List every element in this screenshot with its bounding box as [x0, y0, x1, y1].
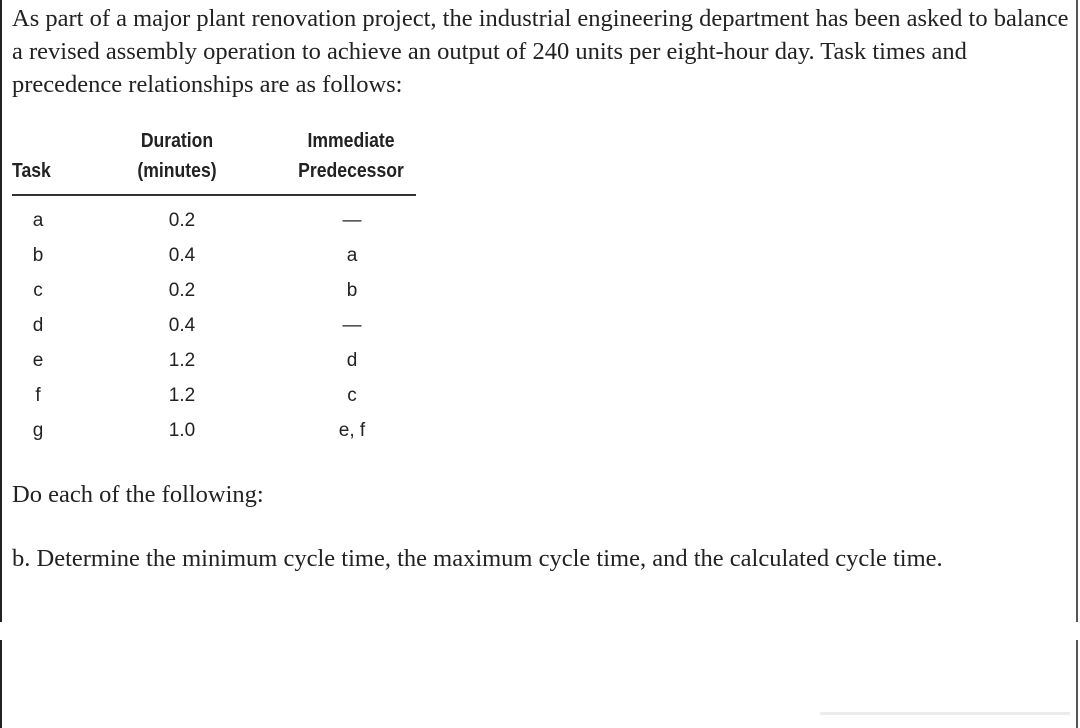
predecessor-cell: b	[346, 280, 358, 301]
predecessor-cell: d	[346, 350, 358, 371]
question-part-b: b. Determine the minimum cycle time, the maximum cycle time, and the calculated cycle time.	[12, 545, 943, 572]
task-cell: e	[32, 350, 44, 371]
table-row	[12, 414, 416, 448]
header-duration-line2: (minutes)	[137, 160, 217, 182]
header-duration-line1: Duration	[140, 130, 214, 152]
predecessor-cell: c	[347, 385, 357, 406]
header-duration	[127, 126, 227, 186]
duration-cell: 0.4	[168, 245, 196, 266]
header-task: Task	[12, 160, 51, 182]
table-row	[12, 309, 416, 343]
duration-cell: 0.2	[168, 280, 196, 301]
problem-statement: As part of a major plant renovation project, the industrial engineering department has been asked to balance a revised assembly operation to achieve an output of 240 units per eight-hour day. Task times and precedence relationships are as follows:	[12, 5, 1069, 98]
predecessor-cell: —	[342, 315, 362, 336]
duration-cell: 1.2	[168, 385, 196, 406]
table-row	[12, 344, 416, 378]
predecessor-cell: a	[346, 245, 358, 266]
header-rule	[12, 194, 416, 196]
duration-cell: 0.4	[168, 315, 196, 336]
table-row	[12, 379, 416, 413]
task-cell: f	[35, 385, 41, 406]
table-row	[12, 274, 416, 308]
table-row	[12, 239, 416, 273]
task-cell: g	[32, 420, 44, 441]
header-predecessor	[294, 126, 408, 186]
duration-cell: 1.2	[168, 350, 196, 371]
header-predecessor-line1: Immediate	[307, 130, 395, 152]
duration-cell: 0.2	[168, 210, 196, 231]
header-predecessor-line2: Predecessor	[298, 160, 404, 182]
task-cell: d	[32, 315, 44, 336]
scan-artifact-line	[820, 712, 1070, 715]
task-cell: a	[32, 210, 44, 231]
instructions-lead: Do each of the following:	[12, 481, 264, 508]
duration-cell: 1.0	[168, 420, 196, 441]
task-cell: b	[32, 245, 44, 266]
predecessor-cell: e, f	[338, 420, 366, 441]
task-cell: c	[33, 280, 43, 301]
table-row	[12, 204, 416, 238]
task-table	[12, 128, 416, 458]
predecessor-cell: —	[342, 210, 362, 231]
